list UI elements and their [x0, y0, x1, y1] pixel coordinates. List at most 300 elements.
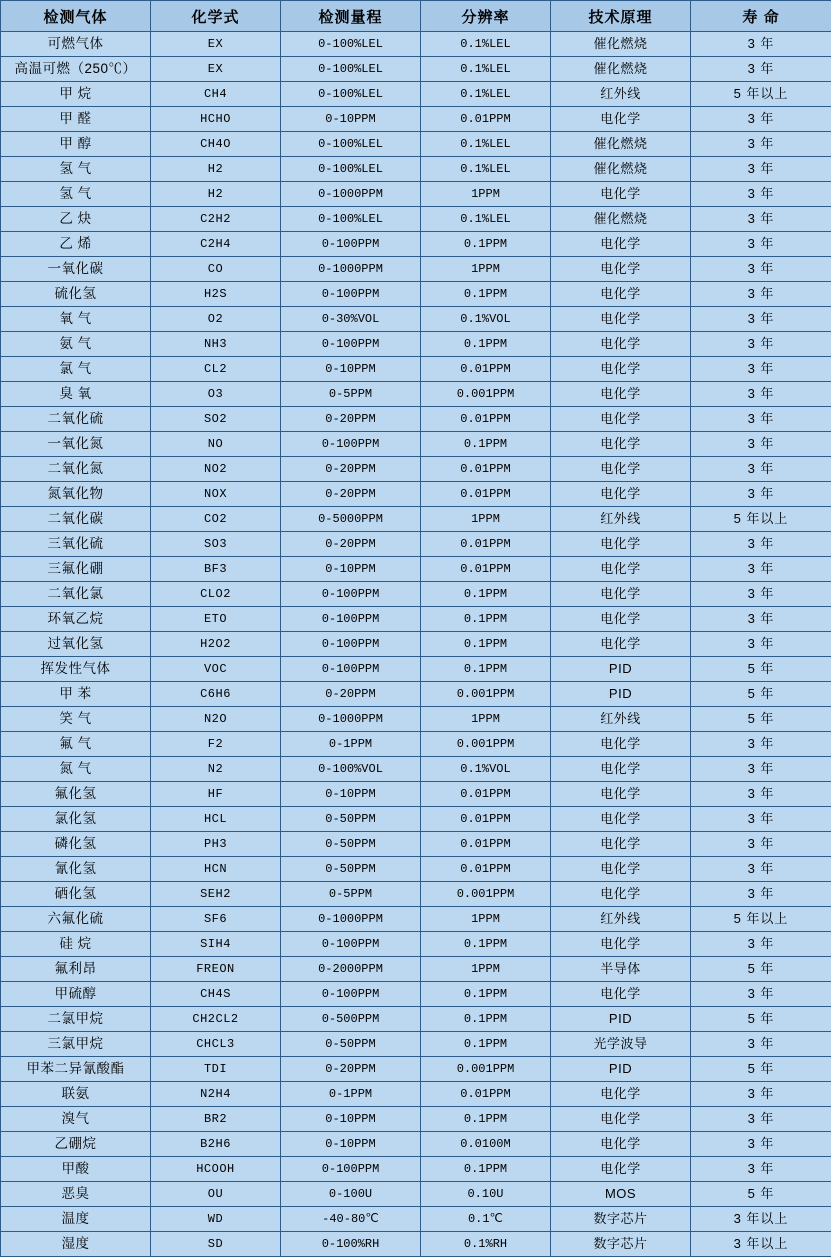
table-row	[1, 282, 831, 307]
cell-technology: 红外线	[551, 507, 691, 532]
cell-gas: 甲硫醇	[1, 982, 151, 1007]
cell-formula: C2H4	[151, 232, 281, 257]
column-header-technology: 技术原理	[551, 1, 691, 32]
cell-lifetime: 3 年以上	[691, 1207, 831, 1232]
cell-lifetime: 3 年	[691, 932, 831, 957]
table-row	[1, 157, 831, 182]
cell-formula: TDI	[151, 1057, 281, 1082]
cell-gas: 硒化氢	[1, 882, 151, 907]
cell-resolution: 0.01PPM	[421, 1082, 551, 1107]
cell-range: 0-5PPM	[281, 382, 421, 407]
cell-technology: 电化学	[551, 1107, 691, 1132]
table-row	[1, 257, 831, 282]
cell-technology: 电化学	[551, 757, 691, 782]
cell-resolution: 0.1%LEL	[421, 57, 551, 82]
cell-resolution: 0.1PPM	[421, 332, 551, 357]
cell-formula: HF	[151, 782, 281, 807]
column-header-lifetime: 寿 命	[691, 1, 831, 32]
cell-lifetime: 3 年	[691, 557, 831, 582]
cell-formula: CHCL3	[151, 1032, 281, 1057]
cell-gas: 臭 氧	[1, 382, 151, 407]
cell-formula: H2	[151, 157, 281, 182]
cell-technology: 电化学	[551, 532, 691, 557]
cell-range: 0-5PPM	[281, 882, 421, 907]
cell-formula: VOC	[151, 657, 281, 682]
table-row	[1, 307, 831, 332]
table-row	[1, 1082, 831, 1107]
cell-resolution: 0.10U	[421, 1182, 551, 1207]
table-row	[1, 1132, 831, 1157]
table-row	[1, 332, 831, 357]
cell-range: 0-100%RH	[281, 1232, 421, 1257]
cell-lifetime: 3 年	[691, 1082, 831, 1107]
cell-technology: 红外线	[551, 907, 691, 932]
cell-lifetime: 3 年	[691, 332, 831, 357]
cell-resolution: 0.001PPM	[421, 882, 551, 907]
cell-formula: CH4	[151, 82, 281, 107]
cell-technology: 电化学	[551, 882, 691, 907]
cell-lifetime: 3 年	[691, 132, 831, 157]
cell-lifetime: 3 年	[691, 882, 831, 907]
cell-resolution: 0.1%LEL	[421, 132, 551, 157]
cell-resolution: 0.1℃	[421, 1207, 551, 1232]
cell-formula: O2	[151, 307, 281, 332]
cell-formula: H2	[151, 182, 281, 207]
cell-formula: F2	[151, 732, 281, 757]
cell-range: 0-100PPM	[281, 582, 421, 607]
cell-formula: HCN	[151, 857, 281, 882]
cell-range: 0-50PPM	[281, 807, 421, 832]
cell-range: 0-20PPM	[281, 407, 421, 432]
cell-formula: CH2CL2	[151, 1007, 281, 1032]
cell-resolution: 0.1PPM	[421, 232, 551, 257]
table-row	[1, 882, 831, 907]
cell-technology: 电化学	[551, 357, 691, 382]
cell-gas: 过氧化氢	[1, 632, 151, 657]
cell-resolution: 1PPM	[421, 507, 551, 532]
table-row	[1, 732, 831, 757]
cell-gas: 一氧化碳	[1, 257, 151, 282]
cell-range: 0-100U	[281, 1182, 421, 1207]
cell-resolution: 1PPM	[421, 182, 551, 207]
table-row	[1, 557, 831, 582]
table-row	[1, 357, 831, 382]
cell-gas: 高温可燃（250℃）	[1, 57, 151, 82]
cell-gas: 甲 醇	[1, 132, 151, 157]
cell-formula: B2H6	[151, 1132, 281, 1157]
cell-technology: 电化学	[551, 782, 691, 807]
cell-lifetime: 3 年	[691, 432, 831, 457]
cell-technology: 催化燃烧	[551, 207, 691, 232]
cell-technology: 电化学	[551, 1157, 691, 1182]
table-row	[1, 982, 831, 1007]
cell-technology: PID	[551, 1057, 691, 1082]
cell-formula: H2O2	[151, 632, 281, 657]
cell-lifetime: 3 年	[691, 632, 831, 657]
table-row	[1, 382, 831, 407]
cell-resolution: 0.1%VOL	[421, 757, 551, 782]
cell-resolution: 0.01PPM	[421, 407, 551, 432]
cell-range: 0-100PPM	[281, 282, 421, 307]
cell-technology: 电化学	[551, 557, 691, 582]
cell-resolution: 1PPM	[421, 907, 551, 932]
cell-resolution: 0.1PPM	[421, 1007, 551, 1032]
cell-gas: 甲苯二异氰酸酯	[1, 1057, 151, 1082]
table-row	[1, 682, 831, 707]
cell-resolution: 0.1PPM	[421, 1107, 551, 1132]
cell-resolution: 0.01PPM	[421, 107, 551, 132]
cell-lifetime: 3 年	[691, 832, 831, 857]
column-header-gas: 检测气体	[1, 1, 151, 32]
cell-resolution: 0.1PPM	[421, 632, 551, 657]
cell-resolution: 0.0100M	[421, 1132, 551, 1157]
cell-range: 0-1000PPM	[281, 707, 421, 732]
cell-technology: 电化学	[551, 932, 691, 957]
cell-lifetime: 3 年	[691, 532, 831, 557]
table-row	[1, 207, 831, 232]
table-row	[1, 1157, 831, 1182]
cell-gas: 乙 炔	[1, 207, 151, 232]
cell-formula: CH4O	[151, 132, 281, 157]
cell-lifetime: 3 年	[691, 732, 831, 757]
cell-formula: CLO2	[151, 582, 281, 607]
cell-technology: 电化学	[551, 282, 691, 307]
cell-formula: ETO	[151, 607, 281, 632]
cell-gas: 甲 苯	[1, 682, 151, 707]
cell-gas: 氢 气	[1, 182, 151, 207]
cell-lifetime: 3 年	[691, 482, 831, 507]
column-header-formula: 化学式	[151, 1, 281, 32]
table-row	[1, 32, 831, 57]
table-row	[1, 832, 831, 857]
cell-technology: 电化学	[551, 107, 691, 132]
cell-technology: 电化学	[551, 1132, 691, 1157]
table-row	[1, 407, 831, 432]
cell-lifetime: 3 年	[691, 457, 831, 482]
table-header-row	[1, 1, 831, 32]
table-row	[1, 632, 831, 657]
cell-resolution: 0.01PPM	[421, 557, 551, 582]
cell-gas: 温度	[1, 1207, 151, 1232]
cell-resolution: 1PPM	[421, 957, 551, 982]
table-row	[1, 707, 831, 732]
cell-range: 0-50PPM	[281, 832, 421, 857]
cell-resolution: 0.1%RH	[421, 1232, 551, 1257]
cell-lifetime: 5 年	[691, 682, 831, 707]
table-row	[1, 757, 831, 782]
cell-formula: CO2	[151, 507, 281, 532]
cell-range: 0-10PPM	[281, 1107, 421, 1132]
cell-gas: 乙硼烷	[1, 1132, 151, 1157]
cell-formula: BF3	[151, 557, 281, 582]
cell-gas: 磷化氢	[1, 832, 151, 857]
cell-lifetime: 3 年	[691, 607, 831, 632]
cell-resolution: 0.1PPM	[421, 432, 551, 457]
cell-resolution: 0.1PPM	[421, 982, 551, 1007]
cell-range: 0-1PPM	[281, 732, 421, 757]
table-row	[1, 782, 831, 807]
cell-formula: NOX	[151, 482, 281, 507]
cell-technology: 电化学	[551, 382, 691, 407]
cell-lifetime: 3 年	[691, 807, 831, 832]
cell-formula: C2H2	[151, 207, 281, 232]
cell-technology: 催化燃烧	[551, 57, 691, 82]
cell-resolution: 0.001PPM	[421, 682, 551, 707]
cell-lifetime: 3 年	[691, 232, 831, 257]
cell-technology: MOS	[551, 1182, 691, 1207]
table-row	[1, 82, 831, 107]
cell-lifetime: 3 年	[691, 407, 831, 432]
cell-resolution: 0.01PPM	[421, 532, 551, 557]
cell-range: 0-20PPM	[281, 482, 421, 507]
cell-gas: 二氧化碳	[1, 507, 151, 532]
cell-resolution: 0.1PPM	[421, 607, 551, 632]
table-row	[1, 507, 831, 532]
cell-gas: 三氟化硼	[1, 557, 151, 582]
cell-formula: H2S	[151, 282, 281, 307]
cell-range: 0-100%LEL	[281, 57, 421, 82]
cell-lifetime: 5 年	[691, 657, 831, 682]
cell-range: 0-100%LEL	[281, 32, 421, 57]
cell-formula: SD	[151, 1232, 281, 1257]
cell-range: 0-100PPM	[281, 332, 421, 357]
cell-formula: SO3	[151, 532, 281, 557]
cell-technology: 电化学	[551, 607, 691, 632]
cell-gas: 挥发性气体	[1, 657, 151, 682]
table-row	[1, 132, 831, 157]
cell-lifetime: 3 年	[691, 182, 831, 207]
cell-range: 0-10PPM	[281, 782, 421, 807]
cell-technology: 催化燃烧	[551, 32, 691, 57]
cell-formula: CO	[151, 257, 281, 282]
cell-formula: EX	[151, 57, 281, 82]
cell-gas: 三氧化硫	[1, 532, 151, 557]
cell-resolution: 0.01PPM	[421, 482, 551, 507]
cell-lifetime: 3 年	[691, 1157, 831, 1182]
cell-technology: 红外线	[551, 82, 691, 107]
cell-formula: HCHO	[151, 107, 281, 132]
cell-technology: 光学波导	[551, 1032, 691, 1057]
cell-gas: 一氧化氮	[1, 432, 151, 457]
cell-technology: 半导体	[551, 957, 691, 982]
cell-formula: NH3	[151, 332, 281, 357]
cell-technology: 电化学	[551, 232, 691, 257]
cell-lifetime: 3 年	[691, 382, 831, 407]
cell-formula: CH4S	[151, 982, 281, 1007]
cell-gas: 硅 烷	[1, 932, 151, 957]
cell-lifetime: 3 年	[691, 157, 831, 182]
cell-lifetime: 3 年	[691, 282, 831, 307]
cell-range: 0-100PPM	[281, 1157, 421, 1182]
cell-formula: C6H6	[151, 682, 281, 707]
cell-formula: HCOOH	[151, 1157, 281, 1182]
cell-lifetime: 3 年	[691, 357, 831, 382]
cell-resolution: 0.1%LEL	[421, 32, 551, 57]
cell-formula: SO2	[151, 407, 281, 432]
cell-range: 0-100PPM	[281, 632, 421, 657]
cell-formula: O3	[151, 382, 281, 407]
cell-lifetime: 3 年	[691, 582, 831, 607]
table-header	[1, 1, 831, 32]
cell-gas: 甲 烷	[1, 82, 151, 107]
cell-formula: N2	[151, 757, 281, 782]
table-row	[1, 457, 831, 482]
cell-technology: 电化学	[551, 332, 691, 357]
cell-range: 0-20PPM	[281, 532, 421, 557]
cell-gas: 甲 醛	[1, 107, 151, 132]
cell-range: 0-50PPM	[281, 857, 421, 882]
cell-gas: 氧 气	[1, 307, 151, 332]
cell-formula: N2H4	[151, 1082, 281, 1107]
cell-lifetime: 3 年	[691, 257, 831, 282]
cell-resolution: 0.1PPM	[421, 657, 551, 682]
cell-resolution: 1PPM	[421, 707, 551, 732]
column-header-range: 检测量程	[281, 1, 421, 32]
cell-lifetime: 3 年	[691, 32, 831, 57]
cell-formula: PH3	[151, 832, 281, 857]
cell-gas: 二氧化硫	[1, 407, 151, 432]
cell-range: 0-100%LEL	[281, 207, 421, 232]
cell-formula: SF6	[151, 907, 281, 932]
cell-lifetime: 5 年	[691, 1182, 831, 1207]
cell-resolution: 0.001PPM	[421, 382, 551, 407]
cell-range: 0-100PPM	[281, 232, 421, 257]
cell-range: 0-10PPM	[281, 357, 421, 382]
cell-range: 0-20PPM	[281, 1057, 421, 1082]
cell-formula: EX	[151, 32, 281, 57]
table-row	[1, 1207, 831, 1232]
cell-formula: SEH2	[151, 882, 281, 907]
cell-technology: 数字芯片	[551, 1207, 691, 1232]
cell-lifetime: 3 年	[691, 782, 831, 807]
table-row	[1, 907, 831, 932]
cell-resolution: 1PPM	[421, 257, 551, 282]
cell-range: 0-20PPM	[281, 457, 421, 482]
cell-range: 0-1PPM	[281, 1082, 421, 1107]
cell-technology: 电化学	[551, 482, 691, 507]
cell-gas: 六氟化硫	[1, 907, 151, 932]
cell-technology: 电化学	[551, 732, 691, 757]
cell-lifetime: 3 年以上	[691, 1232, 831, 1257]
cell-lifetime: 3 年	[691, 207, 831, 232]
table-row	[1, 482, 831, 507]
cell-gas: 笑 气	[1, 707, 151, 732]
cell-range: 0-100PPM	[281, 982, 421, 1007]
table-row	[1, 1182, 831, 1207]
cell-resolution: 0.01PPM	[421, 832, 551, 857]
cell-formula: CL2	[151, 357, 281, 382]
cell-range: 0-100%VOL	[281, 757, 421, 782]
cell-range: 0-10PPM	[281, 107, 421, 132]
cell-resolution: 0.01PPM	[421, 807, 551, 832]
cell-resolution: 0.1PPM	[421, 932, 551, 957]
cell-lifetime: 5 年	[691, 957, 831, 982]
cell-resolution: 0.1PPM	[421, 282, 551, 307]
cell-gas: 湿度	[1, 1232, 151, 1257]
cell-gas: 氮氧化物	[1, 482, 151, 507]
table-row	[1, 1007, 831, 1032]
cell-lifetime: 3 年	[691, 307, 831, 332]
table-row	[1, 1107, 831, 1132]
cell-lifetime: 3 年	[691, 1132, 831, 1157]
cell-range: 0-2000PPM	[281, 957, 421, 982]
cell-range: 0-100%LEL	[281, 157, 421, 182]
cell-gas: 三氯甲烷	[1, 1032, 151, 1057]
cell-technology: 电化学	[551, 582, 691, 607]
cell-formula: HCL	[151, 807, 281, 832]
cell-resolution: 0.1%VOL	[421, 307, 551, 332]
column-header-resolution: 分辨率	[421, 1, 551, 32]
cell-resolution: 0.001PPM	[421, 1057, 551, 1082]
table-row	[1, 432, 831, 457]
cell-lifetime: 5 年	[691, 707, 831, 732]
table-row	[1, 1032, 831, 1057]
cell-gas: 二氧化氮	[1, 457, 151, 482]
cell-range: 0-100PPM	[281, 932, 421, 957]
cell-gas: 环氧乙烷	[1, 607, 151, 632]
cell-gas: 联氨	[1, 1082, 151, 1107]
cell-gas: 氯化氢	[1, 807, 151, 832]
cell-technology: 红外线	[551, 707, 691, 732]
cell-technology: PID	[551, 1007, 691, 1032]
cell-gas: 溴气	[1, 1107, 151, 1132]
cell-range: -40-80℃	[281, 1207, 421, 1232]
cell-resolution: 0.1%LEL	[421, 157, 551, 182]
cell-resolution: 0.001PPM	[421, 732, 551, 757]
table-row	[1, 232, 831, 257]
cell-gas: 氢 气	[1, 157, 151, 182]
cell-technology: PID	[551, 682, 691, 707]
cell-lifetime: 5 年以上	[691, 907, 831, 932]
cell-lifetime: 3 年	[691, 982, 831, 1007]
cell-technology: 电化学	[551, 407, 691, 432]
table-row	[1, 1057, 831, 1082]
cell-range: 0-100PPM	[281, 657, 421, 682]
cell-lifetime: 3 年	[691, 857, 831, 882]
table-row	[1, 607, 831, 632]
cell-range: 0-50PPM	[281, 1032, 421, 1057]
cell-range: 0-1000PPM	[281, 182, 421, 207]
cell-resolution: 0.01PPM	[421, 782, 551, 807]
table-row	[1, 807, 831, 832]
cell-gas: 甲酸	[1, 1157, 151, 1182]
table-row	[1, 582, 831, 607]
cell-lifetime: 3 年	[691, 107, 831, 132]
cell-lifetime: 3 年	[691, 757, 831, 782]
cell-gas: 氟 气	[1, 732, 151, 757]
table-row	[1, 857, 831, 882]
cell-gas: 氟利昂	[1, 957, 151, 982]
cell-technology: 电化学	[551, 457, 691, 482]
cell-technology: 电化学	[551, 832, 691, 857]
cell-resolution: 0.01PPM	[421, 857, 551, 882]
cell-gas: 氨 气	[1, 332, 151, 357]
cell-resolution: 0.1PPM	[421, 582, 551, 607]
cell-lifetime: 5 年	[691, 1007, 831, 1032]
cell-range: 0-30%VOL	[281, 307, 421, 332]
cell-formula: OU	[151, 1182, 281, 1207]
cell-formula: BR2	[151, 1107, 281, 1132]
cell-resolution: 0.1%LEL	[421, 82, 551, 107]
cell-formula: SIH4	[151, 932, 281, 957]
cell-technology: 数字芯片	[551, 1232, 691, 1257]
cell-gas: 氮 气	[1, 757, 151, 782]
table-row	[1, 932, 831, 957]
cell-formula: WD	[151, 1207, 281, 1232]
cell-gas: 乙 烯	[1, 232, 151, 257]
table-row	[1, 657, 831, 682]
cell-range: 0-5000PPM	[281, 507, 421, 532]
